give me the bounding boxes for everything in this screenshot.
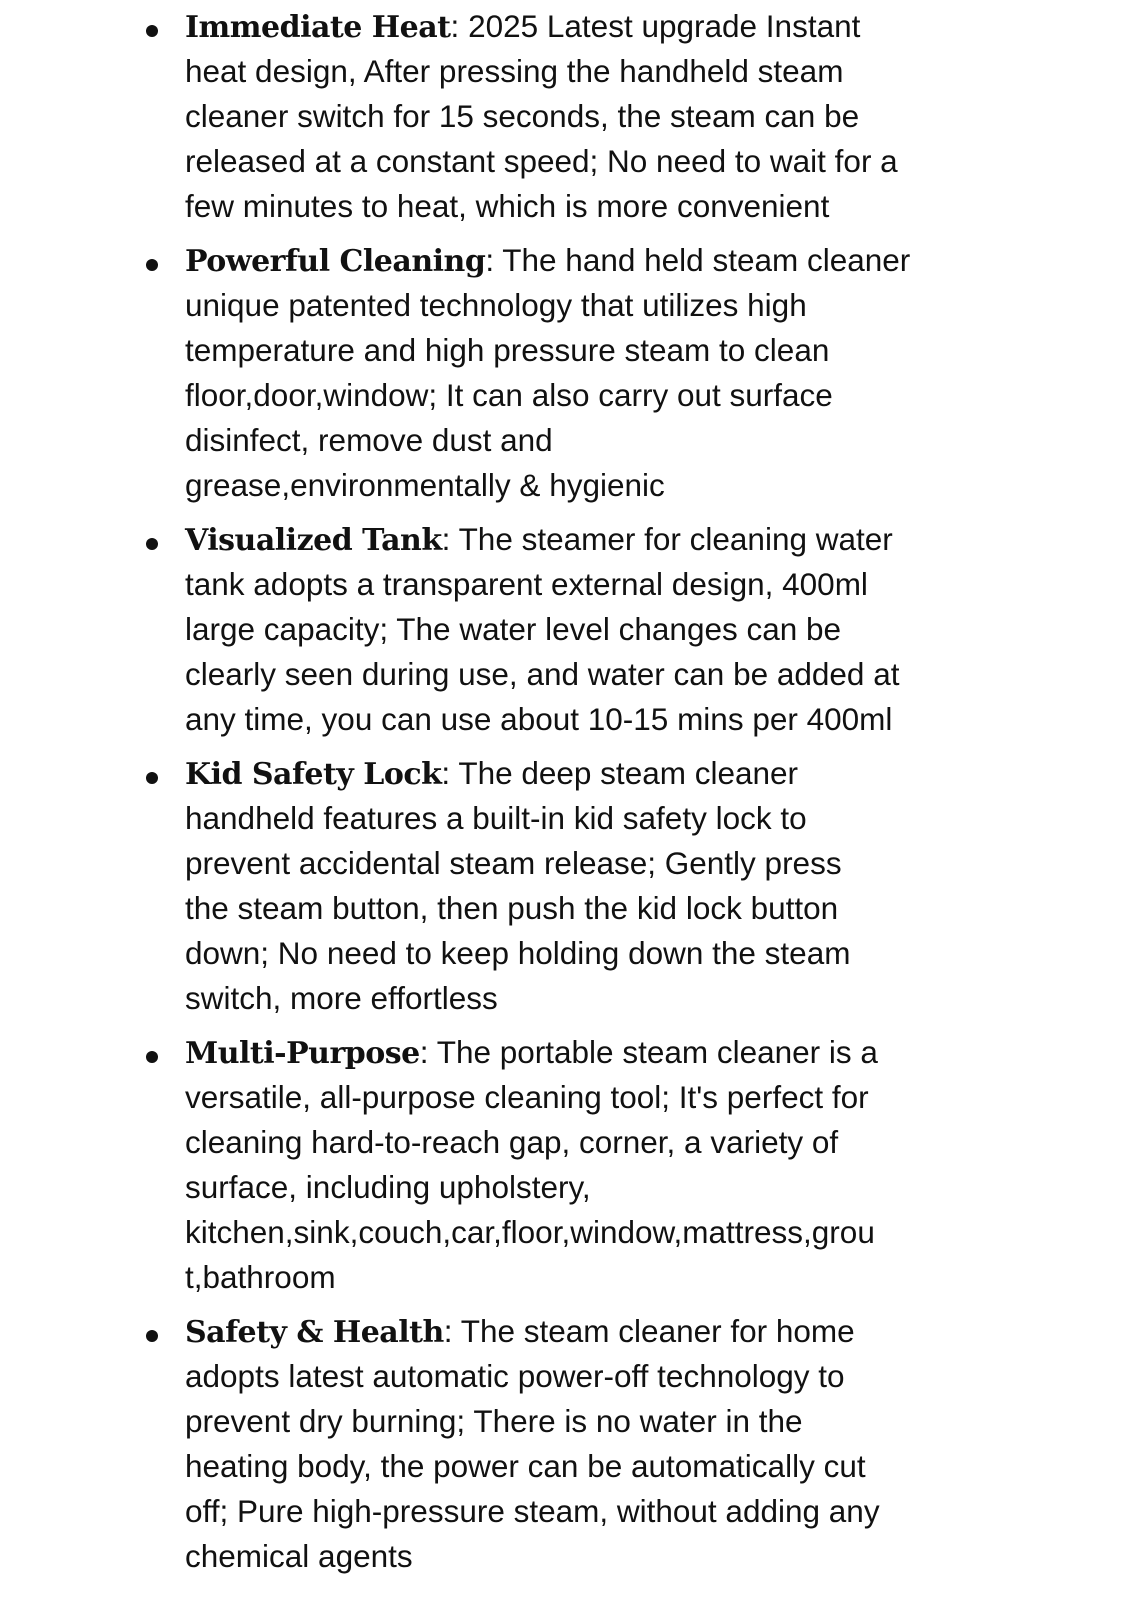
feature-title: Powerful Cleaning — [185, 244, 486, 279]
feature-line-text: large capacity; The water level changes can be — [185, 611, 842, 647]
feature-line — [185, 1534, 985, 1579]
feature-item — [0, 1309, 1129, 1579]
feature-line-text: off; Pure high-pressure steam, without adding any — [185, 1493, 880, 1529]
feature-line-text: grease,environmentally & hygienic — [185, 467, 665, 503]
bullet-icon — [146, 25, 158, 37]
feature-title: Kid Safety Lock — [185, 757, 442, 792]
feature-line-text: down; No need to keep holding down the steam — [185, 935, 851, 971]
feature-text — [185, 4, 985, 229]
feature-line — [185, 94, 985, 139]
feature-line-text: kitchen,sink,couch,car,floor,window,mattress,grou — [185, 1214, 875, 1250]
feature-text — [185, 1309, 985, 1579]
feature-line-text: chemical agents — [185, 1538, 413, 1574]
feature-line — [185, 562, 985, 607]
feature-line — [185, 1075, 985, 1120]
feature-line-text: any time, you can use about 10-15 mins per 400ml — [185, 701, 893, 737]
feature-text — [185, 751, 985, 1021]
feature-line-text: unique patented technology that utilizes high — [185, 287, 807, 323]
feature-line-text: temperature and high pressure steam to clean — [185, 332, 830, 368]
feature-line-text: t,bathroom — [185, 1259, 336, 1295]
feature-line-text: prevent accidental steam release; Gently press — [185, 845, 842, 881]
bullet-icon — [146, 538, 158, 550]
feature-title: Safety & Health — [185, 1315, 444, 1350]
feature-title: Visualized Tank — [185, 523, 442, 558]
feature-line: Immediate Heat: 2025 Latest upgrade Instant — [185, 8, 861, 45]
feature-line — [185, 373, 985, 418]
feature-line — [185, 1489, 985, 1534]
feature-title: Immediate Heat — [185, 10, 451, 45]
feature-line — [185, 1255, 985, 1300]
feature-line-text: The deep steam cleaner — [458, 755, 799, 791]
bullet-icon — [146, 1330, 158, 1342]
feature-line-text: heat design, After pressing the handheld steam — [185, 53, 844, 89]
feature-text — [185, 1030, 985, 1300]
feature-item — [0, 238, 1129, 508]
feature-line — [185, 841, 985, 886]
feature-line: Visualized Tank: The steamer for cleaning water — [185, 521, 893, 558]
feature-line-text: the steam button, then push the kid lock button — [185, 890, 839, 926]
feature-line: Safety & Health: The steam cleaner for home — [185, 1313, 855, 1350]
feature-line — [185, 49, 985, 94]
feature-line — [185, 463, 985, 508]
bullet-icon — [146, 259, 158, 271]
feature-line-text: cleaning hard-to-reach gap, corner, a variety of — [185, 1124, 839, 1160]
feature-line — [185, 283, 985, 328]
feature-line-text: surface, including upholstery, — [185, 1169, 591, 1205]
feature-line-text: heating body, the power can be automatically cut — [185, 1448, 866, 1484]
feature-line — [185, 1120, 985, 1165]
feature-line-text: handheld features a built-in kid safety lock to — [185, 800, 807, 836]
bullet-icon — [146, 772, 158, 784]
feature-text — [185, 238, 985, 508]
feature-line: Powerful Cleaning: The hand held steam cleaner — [185, 242, 911, 279]
feature-line-text: The steamer for cleaning water — [458, 521, 893, 557]
feature-text — [185, 517, 985, 742]
bullet-icon — [146, 1051, 158, 1063]
feature-line: Multi-Purpose: The portable steam cleaner is a — [185, 1034, 878, 1071]
feature-line-text: versatile, all-purpose cleaning tool; It's perfect for — [185, 1079, 869, 1115]
feature-line-text: The portable steam cleaner is a — [436, 1034, 878, 1070]
feature-line-text: few minutes to heat, which is more convenient — [185, 188, 830, 224]
feature-line-text: cleaner switch for 15 seconds, the steam can be — [185, 98, 860, 134]
feature-line-text: The steam cleaner for home — [460, 1313, 855, 1349]
feature-line-text: The hand held steam cleaner — [502, 242, 911, 278]
feature-line — [185, 139, 985, 184]
feature-line-text: released at a constant speed; No need to wait for a — [185, 143, 898, 179]
feature-line-text: adopts latest automatic power-off technology to — [185, 1358, 845, 1394]
feature-line — [185, 796, 985, 841]
feature-line-text: 2025 Latest upgrade Instant — [468, 8, 861, 44]
feature-line — [185, 886, 985, 931]
feature-item — [0, 4, 1129, 229]
feature-line: Kid Safety Lock: The deep steam cleaner — [185, 755, 799, 792]
feature-line-text: clearly seen during use, and water can be added at — [185, 656, 900, 692]
feature-line-text: prevent dry burning; There is no water in the — [185, 1403, 803, 1439]
feature-line — [185, 418, 985, 463]
feature-item — [0, 751, 1129, 1021]
feature-line — [185, 697, 985, 742]
feature-line — [185, 1210, 985, 1255]
feature-line — [185, 1354, 985, 1399]
feature-line — [185, 328, 985, 373]
feature-line — [185, 652, 985, 697]
feature-line — [185, 1399, 985, 1444]
feature-line-text: switch, more effortless — [185, 980, 498, 1016]
feature-item — [0, 517, 1129, 742]
feature-line — [185, 607, 985, 652]
feature-line-text: disinfect, remove dust and — [185, 422, 553, 458]
feature-line — [185, 976, 985, 1021]
feature-line — [185, 931, 985, 976]
feature-line — [185, 184, 985, 229]
feature-line — [185, 1444, 985, 1489]
feature-line-text: floor,door,window; It can also carry out surface — [185, 377, 833, 413]
feature-title: Multi-Purpose — [185, 1036, 420, 1071]
feature-item — [0, 1030, 1129, 1300]
feature-line-text: tank adopts a transparent external design, 400ml — [185, 566, 868, 602]
feature-line — [185, 1165, 985, 1210]
